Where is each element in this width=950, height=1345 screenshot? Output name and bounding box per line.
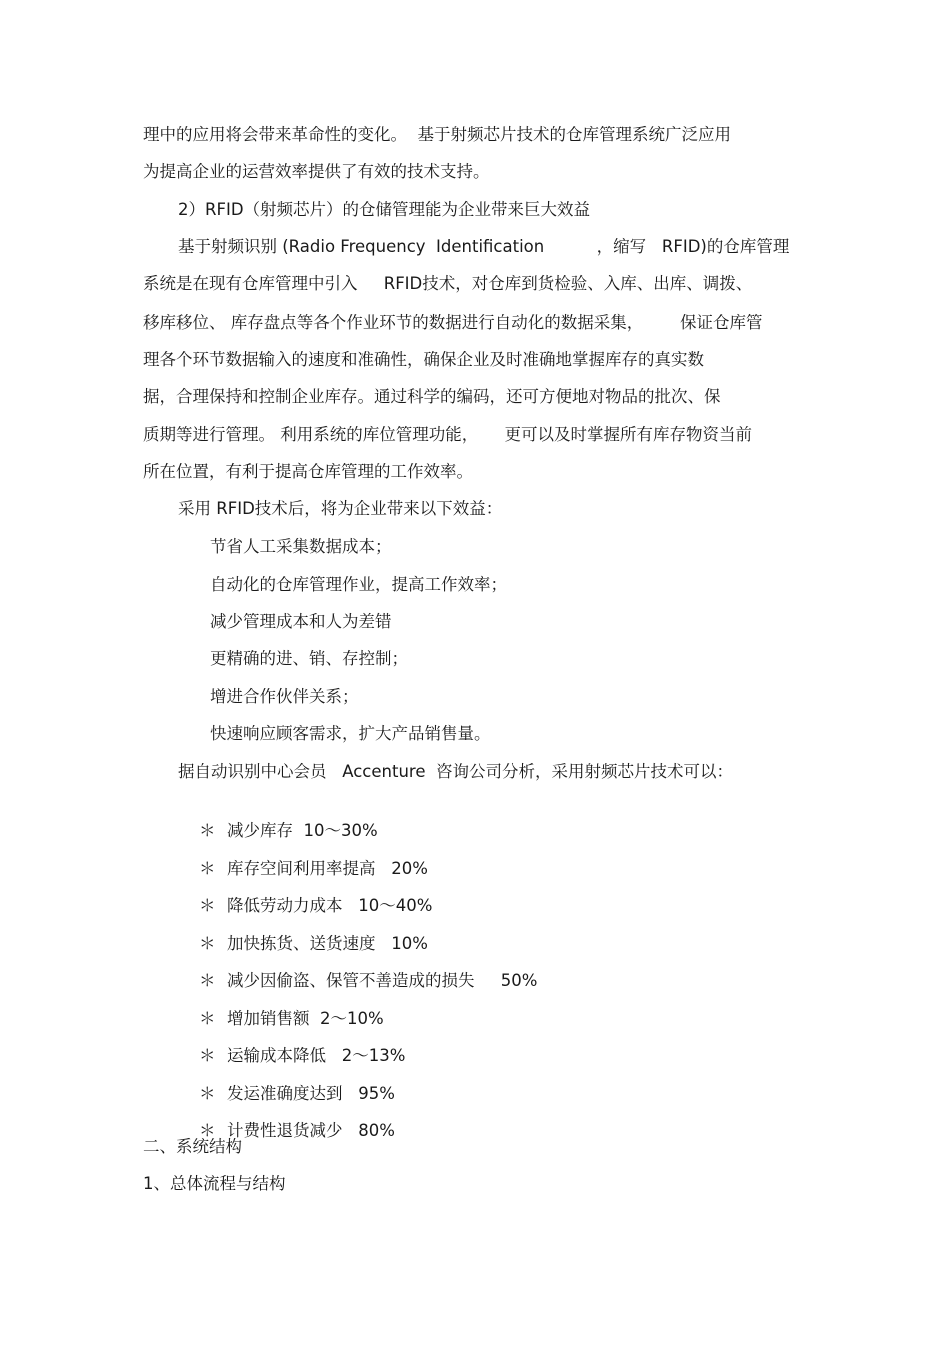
paragraph-line: 所在位置，有利于提高仓库管理的工作效率。 [143,462,473,481]
asterisk-bullet-icon: ＊ [198,1046,216,1065]
stat-item [178,948,538,990]
asterisk-bullet-icon: ＊ [198,821,216,840]
benefits-intro: 采用 RFID技术后，将为企业带来以下效益： [178,499,503,518]
asterisk-bullet-icon: ＊ [198,971,216,990]
stat-text: 减少库存 10～30% [226,821,378,840]
section-heading: 二、系统结构 [143,1137,242,1156]
asterisk-bullet-icon: ＊ [198,934,216,953]
benefit-item: 快速响应顾客需求，扩大产品销售量。 [210,724,491,743]
stat-text: 发运准确度达到 95% [226,1084,395,1103]
asterisk-bullet-icon: ＊ [198,1121,216,1140]
stat-text: 计费性退货减少 80% [226,1121,395,1140]
stat-text: 减少因偷盗、保管不善造成的损失 50% [226,971,538,990]
asterisk-bullet-icon: ＊ [198,896,216,915]
stat-item [178,911,428,953]
stat-item [178,798,378,840]
paragraph-line: 为提高企业的运营效率提供了有效的技术支持。 [143,162,490,181]
stat-item [178,873,433,915]
paragraph-line: 理中的应用将会带来革命性的变化。 基于射频芯片技术的仓库管理系统广泛应用 [143,125,731,144]
asterisk-bullet-icon: ＊ [198,1009,216,1028]
paragraph-line: 基于射频识别 (Radio Frequency Identification ，缩写 RFID)的仓库管理 [178,237,790,256]
analysis-intro: 据自动识别中心会员 Accenture 咨询公司分析，采用射频芯片技术可以： [178,762,733,781]
stat-text: 增加销售额 2～10% [226,1009,384,1028]
stat-item [178,986,384,1028]
stat-text: 加快拣货、送货速度 10% [226,934,428,953]
paragraph-line: 移库移位、 库存盘点等各个作业环节的数据进行自动化的数据采集， 保证仓库管 [143,313,763,332]
stat-item [178,1098,395,1140]
subsection-heading: 1、总体流程与结构 [143,1174,286,1193]
benefit-item: 节省人工采集数据成本； [210,537,392,556]
benefit-item: 自动化的仓库管理作业，提高工作效率； [210,575,507,594]
stat-text: 降低劳动力成本 10～40% [226,896,433,915]
section-heading: 2）RFID（射频芯片）的仓储管理能为企业带来巨大效益 [178,200,591,219]
paragraph-line: 理各个环节数据输入的速度和准确性，确保企业及时准确地掌握库存的真实数 [143,350,704,369]
stat-item [178,836,428,878]
stat-item [178,1061,395,1103]
benefit-item: 增进合作伙伴关系； [210,687,359,706]
paragraph-line: 质期等进行管理。 利用系统的库位管理功能， 更可以及时掌握所有库存物资当前 [143,425,752,444]
benefit-item: 减少管理成本和人为差错 [210,612,392,631]
stat-text: 运输成本降低 2～13% [226,1046,406,1065]
paragraph-line: 系统是在现有仓库管理中引入 RFID技术，对仓库到货检验、入库、出库、调拨、 [143,274,753,293]
benefit-item: 更精确的进、销、存控制； [210,649,408,668]
asterisk-bullet-icon: ＊ [198,859,216,878]
paragraph-line: 据，合理保持和控制企业库存。通过科学的编码，还可方便地对物品的批次、保 [143,387,721,406]
asterisk-bullet-icon: ＊ [198,1084,216,1103]
stat-text: 库存空间利用率提高 20% [226,859,428,878]
stat-item [178,1023,406,1065]
